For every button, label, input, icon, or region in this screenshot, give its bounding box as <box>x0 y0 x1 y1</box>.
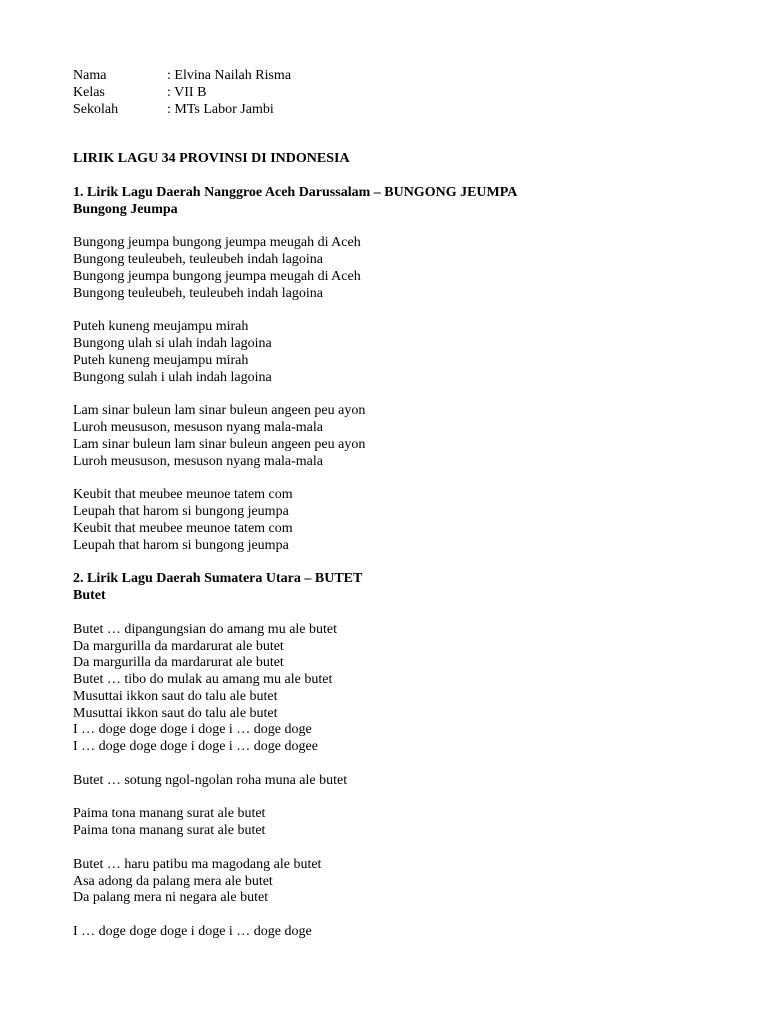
lyric-line: Bungong jeumpa bungong jeumpa meugah di Aceh <box>73 235 361 251</box>
lyric-line: Bungong jeumpa bungong jeumpa meugah di Aceh <box>73 268 361 284</box>
lyric-line: Bungong teuleubeh, teuleubeh indah lagoina <box>73 285 323 301</box>
lyric-line: Bungong teuleubeh, teuleubeh indah lagoina <box>73 252 323 268</box>
lyric-line: Leupah that harom si bungong jeumpa <box>73 537 289 553</box>
lyric-line: Da margurilla da mardarurat ale butet <box>73 638 284 654</box>
lyric-line: Lam sinar buleun lam sinar buleun angeen peu ayon <box>73 403 366 419</box>
lyric-line: Keubit that meubee meunoe tatem com <box>73 520 293 536</box>
stanza <box>73 403 713 470</box>
lyric-line: Luroh meususon, mesuson nyang mala-mala <box>73 453 324 469</box>
lyric-line: Keubit that meubee meunoe tatem com <box>73 487 293 503</box>
stanza <box>73 773 713 790</box>
lyric-line: Butet … haru patibu ma magodang ale butet <box>73 856 322 872</box>
song-subtitle: Bungong Jeumpa <box>73 201 178 217</box>
song-heading: 1. Lirik Lagu Daerah Nanggroe Aceh Darussalam – BUNGONG JEUMPA <box>73 184 518 200</box>
info-label: Kelas <box>73 84 105 100</box>
lyric-line: Puteh kuneng meujampu mirah <box>73 352 249 368</box>
lyric-line: Lam sinar buleun lam sinar buleun angeen peu ayon <box>73 436 366 452</box>
lyric-line: Puteh kuneng meujampu mirah <box>73 319 249 335</box>
lyric-line: I … doge doge doge i doge i … doge doge <box>73 722 312 738</box>
info-row-sekolah <box>73 102 713 119</box>
lyric-line: Musuttai ikkon saut do talu ale butet <box>73 705 278 721</box>
stanza <box>73 806 713 840</box>
stanza <box>73 319 713 386</box>
info-row-nama <box>73 68 713 85</box>
student-info <box>73 68 713 118</box>
stanza <box>73 924 713 941</box>
lyric-line: Paima tona manang surat ale butet <box>73 806 266 822</box>
info-value: : Elvina Nailah Risma <box>167 68 292 83</box>
lyric-line: I … doge doge doge i doge i … doge dogee <box>73 739 318 755</box>
lyric-line: Leupah that harom si bungong jeumpa <box>73 504 289 520</box>
lyric-line: Paima tona manang surat ale butet <box>73 823 266 839</box>
lyric-line: Asa adong da palang mera ale butet <box>73 873 273 889</box>
song-subtitle: Butet <box>73 588 106 604</box>
lyric-line: Da palang mera ni negara ale butet <box>73 890 269 906</box>
lyric-line: Bungong sulah i ulah indah lagoina <box>73 369 272 385</box>
lyric-line: Bungong ulah si ulah indah lagoina <box>73 336 272 352</box>
stanza <box>73 235 713 302</box>
stanza <box>73 487 713 554</box>
lyric-line: Butet … tibo do mulak au amang mu ale butet <box>73 672 333 688</box>
stanza <box>73 622 713 756</box>
stanza <box>73 857 713 907</box>
info-label: Nama <box>73 68 107 83</box>
lyric-line: Musuttai ikkon saut do talu ale butet <box>73 688 278 704</box>
lyric-line: Butet … sotung ngol-ngolan roha muna ale butet <box>73 772 348 788</box>
info-value: : VII B <box>167 84 207 100</box>
info-row-kelas <box>73 85 713 102</box>
info-value: : MTs Labor Jambi <box>167 101 274 117</box>
lyric-line: Butet … dipangungsian do amang mu ale butet <box>73 621 338 637</box>
song-section <box>73 571 713 941</box>
lyric-line: Luroh meususon, mesuson nyang mala-mala <box>73 420 324 436</box>
document-title: LIRIK LAGU 34 PROVINSI DI INDONESIA <box>73 151 350 167</box>
song-heading: 2. Lirik Lagu Daerah Sumatera Utara – BUTET <box>73 571 363 587</box>
info-label: Sekolah <box>73 101 119 117</box>
lyric-line: I … doge doge doge i doge i … doge doge <box>73 924 312 940</box>
song-section <box>73 185 713 555</box>
document-page <box>73 68 713 941</box>
lyric-line: Da margurilla da mardarurat ale butet <box>73 655 284 671</box>
